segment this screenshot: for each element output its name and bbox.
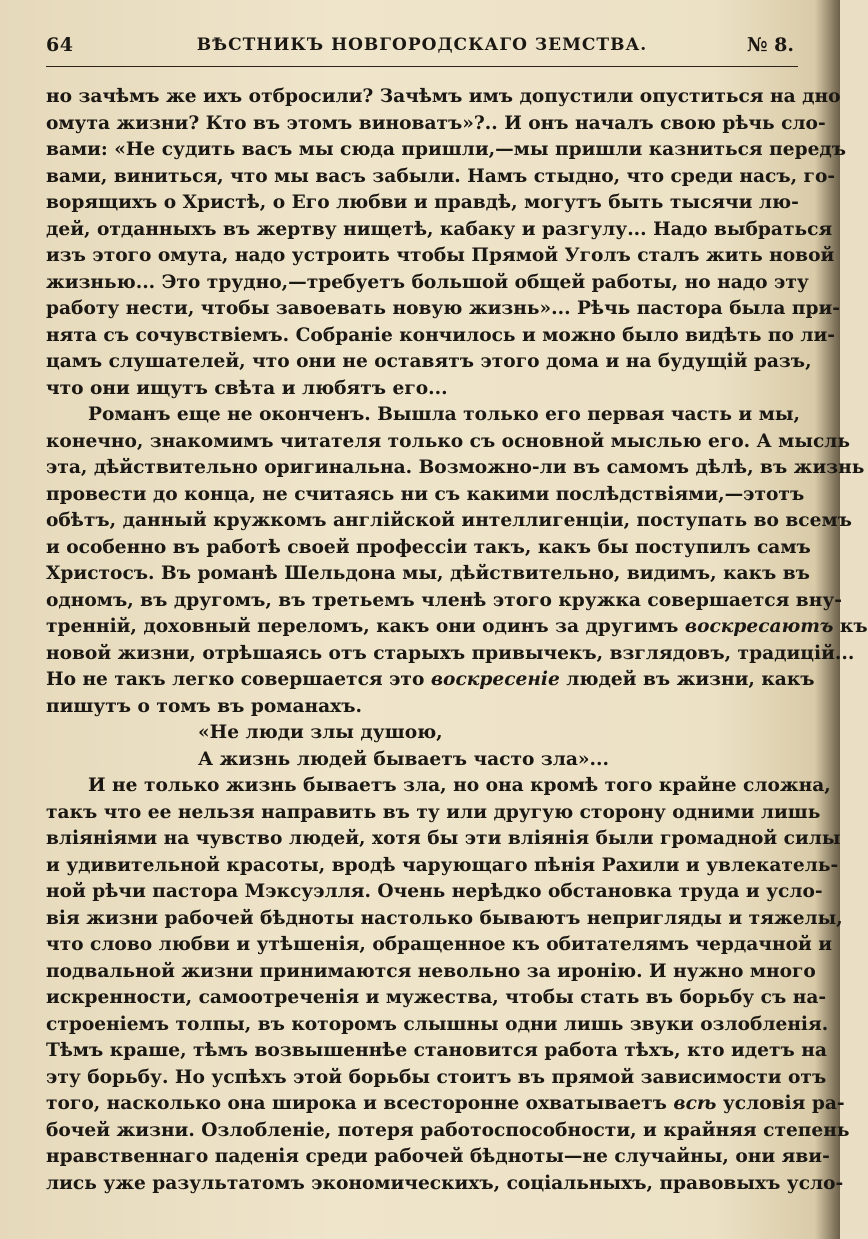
text-line: Романъ еще не оконченъ. Вышла только его первая часть и мы, bbox=[88, 404, 800, 425]
text-line: бочей жизни. Озлобленіе, потеря работоспособности, и крайняя степень bbox=[46, 1119, 850, 1141]
italic-word: воскресаютъ bbox=[684, 616, 834, 637]
text-line: эта, дѣйствительно оригинальна. Возможно-ли въ самомъ дѣлѣ, въ жизнь bbox=[46, 457, 865, 478]
text-fragment: условія ра- bbox=[722, 1093, 845, 1114]
text-line: обѣтъ, данный кружкомъ англійской интеллигенціи, поступать во всемъ bbox=[46, 510, 852, 531]
text-line: строеніемъ толпы, въ которомъ слышны одни лишь звуки озлобленія. bbox=[46, 1013, 829, 1035]
text-fragment: тренній, доховный переломъ, какъ они одинъ за другимъ bbox=[46, 616, 679, 637]
text-fragment: къ bbox=[839, 616, 868, 637]
text-line: нята съ сочувствіемъ. Собраніе кончилось и можно было видѣть по ли- bbox=[46, 324, 836, 346]
text-fragment: того, насколько она широка и всесторонне охватываетъ bbox=[46, 1093, 667, 1114]
journal-title: ВѢСТНИКЪ НОВГОРОДСКАГО ЗЕМСТВА. bbox=[196, 35, 648, 55]
text-line: Христосъ. Въ романѣ Шельдона мы, дѣйствительно, видимъ, какъ въ bbox=[46, 563, 810, 584]
text-line: ворящихъ о Христѣ, о Его любви и правдѣ, могутъ быть тысячи лю- bbox=[46, 192, 799, 213]
text-line: такъ что ее нельзя направить въ ту или другую сторону одними лишь bbox=[46, 801, 821, 823]
text-line: эту борьбу. Но успѣхъ этой борьбы стоитъ въ прямой зависимости отъ bbox=[46, 1066, 827, 1088]
issue-number: № 8. bbox=[746, 34, 794, 56]
text-line: искренности, самоотреченія и мужества, чтобы стать въ борьбу съ на- bbox=[46, 987, 827, 1008]
text-line: новой жизни, отрѣшаясь отъ старыхъ привычекъ, взглядовъ, традицій... bbox=[46, 642, 855, 664]
text-line: пишутъ о томъ въ романахъ. bbox=[46, 695, 362, 717]
poem-line: А жизнь людей бываетъ часто зла»... bbox=[198, 748, 609, 770]
text-line: И не только жизнь бываетъ зла, но она кромѣ того крайне сложна, bbox=[88, 775, 831, 796]
page-number: 64 bbox=[46, 34, 74, 56]
text-line: изъ этого омута, надо устроить чтобы Прямой Уголъ сталъ жить новой bbox=[46, 245, 835, 266]
text-line: конечно, знакомимъ читателя только съ основной мыслью его. А мысль bbox=[46, 430, 851, 452]
running-header bbox=[46, 32, 798, 67]
text-fragment: людей въ жизни, какъ bbox=[566, 669, 815, 690]
text-line: омута жизни? Кто въ этомъ виноватъ»?.. И онъ началъ свою рѣчь сло- bbox=[46, 112, 826, 134]
text-line: лись уже разультатомъ экономическихъ, соціальныхъ, правовыхъ усло- bbox=[46, 1172, 844, 1194]
text-line: цамъ слушателей, что они не оставятъ этого дома и на будущій разъ, bbox=[46, 351, 812, 372]
text-line bbox=[46, 614, 868, 641]
poem-line: «Не люди злы душою, bbox=[198, 722, 443, 743]
text-line: и особенно въ работѣ своей профессіи такъ, какъ бы поступилъ самъ bbox=[46, 536, 811, 558]
text-line: нравственнаго паденія среди рабочей бѣдноты—не случайны, они яви- bbox=[46, 1146, 830, 1167]
text-line: вами, виниться, что мы васъ забыли. Намъ стыдно, что среди насъ, го- bbox=[46, 165, 836, 187]
text-line: что слово любви и утѣшенія, обращенное къ обитателямъ чердачной и bbox=[46, 934, 833, 955]
text-line: но зачѣмъ же ихъ отбросили? Зачѣмъ имъ допустили опуститься на дно bbox=[46, 86, 841, 107]
italic-word: воскресеніе bbox=[430, 669, 560, 690]
text-line bbox=[46, 667, 815, 694]
text-line: жизнью... Это трудно,—требуетъ большой общей работы, но надо эту bbox=[46, 271, 809, 293]
text-line: вами: «Не судить васъ мы сюда пришли,—мы пришли казниться передъ bbox=[46, 139, 847, 160]
text-line: Тѣмъ краше, тѣмъ возвышеннѣе становится работа тѣхъ, кто идетъ на bbox=[46, 1040, 827, 1061]
text-line: дей, отданныхъ въ жертву нищетѣ, кабаку и разгулу... Надо выбраться bbox=[46, 218, 833, 240]
text-line: подвальной жизни принимаются невольно за иронію. И нужно много bbox=[46, 960, 816, 982]
text-line: работу нести, чтобы завоевать новую жизнь»... Рѣчь пастора была при- bbox=[46, 298, 840, 319]
text-line: что они ищутъ свѣта и любятъ его... bbox=[46, 377, 448, 399]
text-line: одномъ, въ другомъ, въ третьемъ членѣ этого кружка совершается вну- bbox=[46, 589, 842, 611]
article-body bbox=[46, 84, 868, 1197]
text-fragment: Но не такъ легко совершается это bbox=[46, 669, 425, 690]
text-line: и удивительной красоты, вродѣ чарующаго пѣнія Рахили и увлекатель- bbox=[46, 854, 839, 876]
text-line: провести до конца, не считаясь ни съ какими послѣдствіями,—этотъ bbox=[46, 483, 805, 505]
text-line: вліяніями на чувство людей, хотя бы эти вліянія были громадной силы bbox=[46, 828, 841, 849]
text-line bbox=[46, 1091, 845, 1118]
italic-word: всѣ bbox=[673, 1093, 717, 1114]
text-line: ной рѣчи пастора Мэксуэлля. Очень нерѣдко обстановка труда и усло- bbox=[46, 881, 823, 902]
text-line: вія жизни рабочей бѣдноты настолько бываютъ непригляды и тяжелы, bbox=[46, 907, 843, 929]
